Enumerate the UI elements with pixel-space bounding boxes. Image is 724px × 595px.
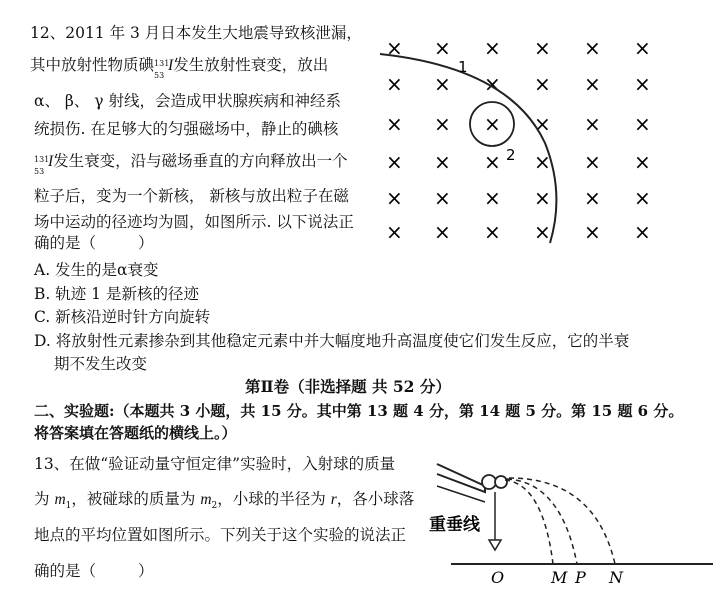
field-cross: × xyxy=(634,72,651,96)
field-cross: × xyxy=(386,150,403,174)
part2-title: 第Ⅱ卷（非选择题 共 52 分） xyxy=(245,377,451,396)
q12-line-3: α、 β、 γ 射线，会造成甲状腺疾病和神经系 xyxy=(34,92,341,110)
point-n: N xyxy=(609,568,623,587)
isotope-z: 53 xyxy=(154,71,165,80)
field-cross: × xyxy=(484,186,501,210)
q13-line-4-text: 确的是（ xyxy=(34,562,97,580)
field-cross: × xyxy=(386,36,403,60)
field-cross: × xyxy=(634,220,651,244)
field-cross: × xyxy=(634,112,651,136)
q13-line-2-post: ，各小球落 xyxy=(336,490,415,508)
point-o: O xyxy=(491,568,505,587)
plumb-line-label: 重垂线 xyxy=(429,515,480,535)
field-cross: × xyxy=(434,36,451,60)
field-cross: × xyxy=(634,186,651,210)
field-cross: × xyxy=(434,150,451,174)
option-b: B. 轨迹 1 是新核的径迹 xyxy=(34,285,199,303)
field-cross: × xyxy=(484,36,501,60)
field-cross: × xyxy=(386,112,403,136)
point-p: P xyxy=(575,568,586,587)
point-m: M xyxy=(551,568,568,587)
magnetic-field-figure xyxy=(370,28,670,258)
field-cross: × xyxy=(634,150,651,174)
field-cross: × xyxy=(534,36,551,60)
mass-m2-sub: 2 xyxy=(211,501,218,512)
field-cross: × xyxy=(484,72,501,96)
q13-line-2-pre: 为 xyxy=(34,490,55,508)
field-cross: × xyxy=(434,186,451,210)
field-cross: × xyxy=(534,186,551,210)
iodine-isotope-2 xyxy=(34,152,50,176)
q12-line-2-pre: 其中放射性物质碘 xyxy=(30,56,155,74)
q13-line-4 xyxy=(34,560,154,582)
section-instructions-cont: 将答案填在答题纸的横线上。） xyxy=(34,424,237,442)
option-a: A. 发生的是α衰变 xyxy=(34,261,159,279)
isotope-mass-2: 131 xyxy=(34,155,50,164)
field-cross: × xyxy=(434,220,451,244)
field-cross: × xyxy=(386,72,403,96)
field-cross: × xyxy=(584,220,601,244)
field-cross: × xyxy=(584,112,601,136)
q13-line-1: 13、在做“验证动量守恒定律”实验时，入射球的质量 xyxy=(34,455,396,473)
q12-line-8 xyxy=(34,232,154,254)
isotope-symbol: I xyxy=(168,57,174,74)
field-cross: × xyxy=(386,186,403,210)
q13-line-4-end: ） xyxy=(138,562,154,580)
iodine-isotope xyxy=(154,56,170,80)
trajectory-1 xyxy=(505,480,553,564)
field-cross: × xyxy=(584,72,601,96)
q13-line-3: 地点的平均位置如图所示。下列关于这个实验的说法正 xyxy=(34,526,407,544)
field-cross: × xyxy=(484,112,501,136)
plumb-bob xyxy=(489,540,501,550)
q12-line-2 xyxy=(30,54,329,80)
q12-line-7: 场中运动的径迹均为圆，如图所示. 以下说法正 xyxy=(34,213,354,231)
mass-m1-sub: 1 xyxy=(65,501,72,512)
field-cross: × xyxy=(434,112,451,136)
q12-line-8-end: ） xyxy=(138,234,154,252)
q12-line-5-post: 发生衰变，沿与磁场垂直的方向释放出一个 xyxy=(53,152,348,170)
isotope-symbol-2: I xyxy=(48,153,54,170)
q12-line-4: 统损伤. 在足够大的匀强磁场中，静止的碘核 xyxy=(34,120,339,138)
option-d-cont: 期不发生改变 xyxy=(54,355,148,373)
collision-experiment-figure xyxy=(425,452,715,590)
q12-line-2-post: 发生放射性衰变，放出 xyxy=(173,56,329,74)
field-cross: × xyxy=(584,36,601,60)
field-cross: × xyxy=(534,72,551,96)
field-cross: × xyxy=(534,220,551,244)
radius-r: r xyxy=(330,491,337,508)
mass-m2: m xyxy=(200,491,212,508)
q13-line-2 xyxy=(34,488,414,511)
track-1-label: 1 xyxy=(458,58,468,76)
track-2-label: 2 xyxy=(506,146,516,164)
q13-line-2-mid: ，被碰球的质量为 xyxy=(71,490,201,508)
field-cross: × xyxy=(484,220,501,244)
q12-line-6: 粒子后，变为一个新核， 新核与放出粒子在磁 xyxy=(34,187,349,205)
option-c: C. 新核沿逆时针方向旋转 xyxy=(34,308,211,326)
field-cross: × xyxy=(584,150,601,174)
track-1-arc xyxy=(380,54,556,243)
trajectory-3 xyxy=(509,478,615,564)
field-cross: × xyxy=(484,150,501,174)
field-cross: × xyxy=(584,186,601,210)
incident-ball xyxy=(482,475,496,489)
isotope-mass: 131 xyxy=(154,59,170,68)
field-cross: × xyxy=(534,150,551,174)
field-cross: × xyxy=(634,36,651,60)
option-d: D. 将放射性元素掺杂到其他稳定元素中并大幅度地升高温度使它们发生反应，它的半衰 xyxy=(34,332,630,350)
trajectory-2 xyxy=(507,479,577,564)
section-instructions: 二、实验题:（本题共 3 小题，共 15 分。其中第 13 题 4 分，第 14 题 5 分。第 15 题 6 分。 xyxy=(34,402,684,420)
q12-line-1: 12、2011 年 3 月日本发生大地震导致核泄漏， xyxy=(30,24,362,42)
q13-line-2-mid2: ，小球的半径为 xyxy=(217,490,331,508)
isotope-z-2: 53 xyxy=(34,167,45,176)
field-cross: × xyxy=(386,220,403,244)
field-cross: × xyxy=(434,72,451,96)
field-cross: × xyxy=(534,112,551,136)
q12-line-5 xyxy=(34,150,348,176)
mass-m1: m xyxy=(54,491,66,508)
target-ball xyxy=(495,476,507,488)
field-crosses xyxy=(386,36,651,244)
q12-line-8-text: 确的是（ xyxy=(34,234,97,252)
